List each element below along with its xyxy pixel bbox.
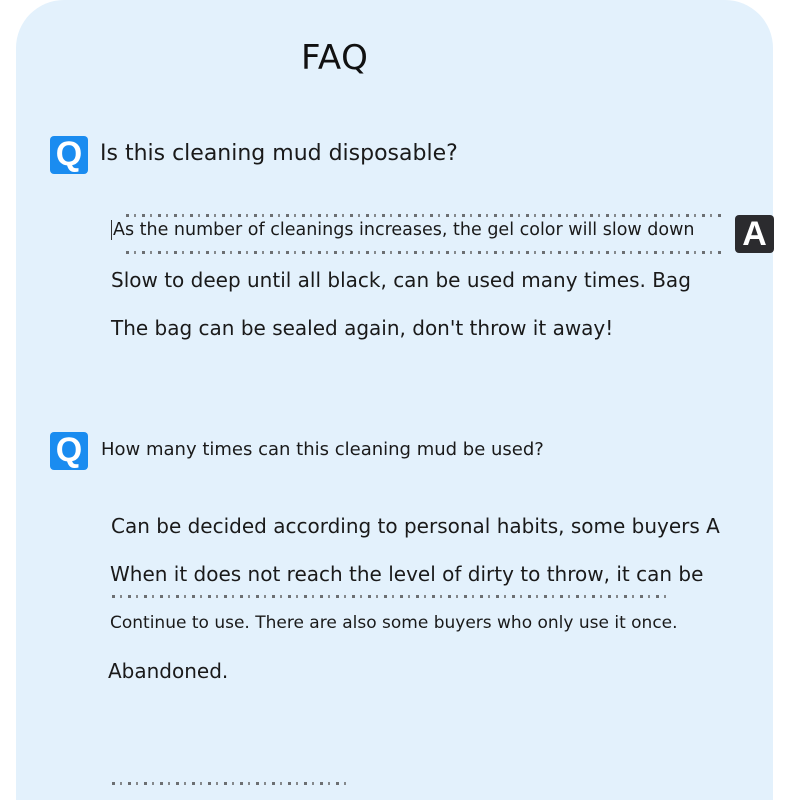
question-2: How many times can this cleaning mud be used? bbox=[101, 439, 544, 460]
faq-card bbox=[16, 0, 773, 800]
answer-1-line-1: As the number of cleanings increases, the gel color will slow down bbox=[113, 220, 695, 240]
answer-2-line-4: Abandoned. bbox=[108, 659, 229, 683]
answer-2-line-1: Can be decided according to personal habits, some buyers A bbox=[111, 514, 720, 538]
question-icon bbox=[50, 432, 88, 470]
question-1: Is this cleaning mud disposable? bbox=[100, 141, 458, 166]
question-icon-letter: Q bbox=[55, 431, 83, 469]
answer-icon bbox=[735, 215, 774, 253]
overlapped-text-fragment-top bbox=[126, 214, 726, 217]
answer-1-line-2: Slow to deep until all black, can be used many times. Bag bbox=[111, 268, 691, 292]
question-icon-letter: Q bbox=[55, 135, 83, 173]
answer-2-line-2: When it does not reach the level of dirty to throw, it can be bbox=[110, 562, 704, 586]
answer-2-line-3: Continue to use. There are also some buyers who only use it once. bbox=[110, 613, 678, 633]
answer-icon-letter: A bbox=[742, 215, 767, 253]
page-title: FAQ bbox=[301, 38, 369, 78]
overlapped-text-fragment-bottom bbox=[126, 251, 726, 254]
question-icon bbox=[50, 136, 88, 174]
answer-1-line-3: The bag can be sealed again, don't throw it away! bbox=[111, 316, 614, 340]
overlapped-text-fragment-middle bbox=[112, 595, 672, 598]
